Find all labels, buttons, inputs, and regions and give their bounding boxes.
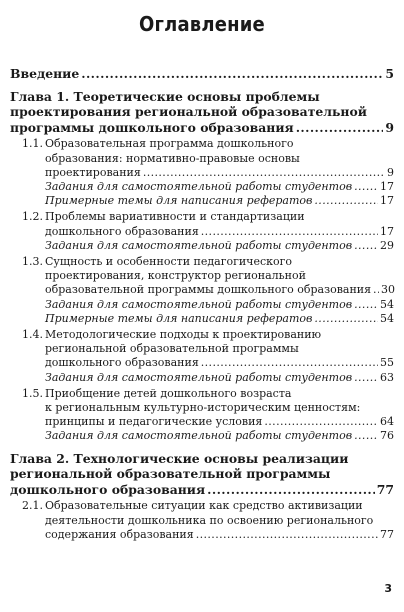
leader-dots — [264, 415, 378, 429]
toc-section-line: проектирования, конструктор региональной — [45, 269, 306, 283]
toc-entry-label: программы дошкольного образования — [10, 119, 294, 135]
toc-entry-label: Введение — [10, 66, 80, 81]
toc-section-line: региональной образовательной программы — [45, 342, 299, 356]
toc-section[interactable] — [10, 499, 394, 542]
toc-section-line: Сущность и особенности педагогического — [45, 255, 293, 268]
toc-entry-label: Примерные темы для написания рефератов — [45, 311, 313, 325]
leader-dots — [354, 371, 378, 385]
toc-chapter-line: проектирования региональной образовательной — [10, 104, 367, 120]
leader-dots — [143, 166, 385, 180]
toc-entry-intro[interactable] — [10, 66, 394, 82]
toc-section[interactable] — [10, 328, 394, 371]
toc-subentry[interactable] — [10, 429, 394, 443]
toc-subentry[interactable] — [10, 298, 394, 312]
toc-entry-label: Задания для самостоятельной работы студентов — [45, 429, 353, 443]
toc-entry-label: принципы и педагогические условия — [45, 415, 263, 429]
toc-section-line: образования: нормативно-правовые основы — [45, 151, 300, 165]
toc-subentry[interactable] — [10, 371, 394, 385]
toc-section-number: 1.3. — [22, 255, 43, 268]
toc-section[interactable] — [10, 255, 394, 298]
toc-entry-label: Задания для самостоятельной работы студентов — [45, 238, 353, 252]
toc-page-number: 54 — [380, 311, 394, 325]
toc-entry-label: Задания для самостоятельной работы студентов — [45, 297, 353, 311]
table-of-contents — [10, 66, 394, 542]
toc-section-line: Образовательная программа дошкольного — [45, 137, 294, 151]
toc-entry-label: дошкольного образования — [45, 224, 199, 238]
toc-chapter-line: Глава 1. Теоретические основы проблемы — [10, 88, 320, 104]
leader-dots — [201, 356, 378, 370]
toc-section-line: Приобщение детей дошкольного возраста — [45, 386, 292, 400]
toc-page-number: 9 — [385, 119, 394, 135]
toc-page-number: 55 — [380, 356, 394, 370]
toc-page-number: 76 — [380, 429, 394, 443]
leader-dots — [81, 66, 383, 82]
toc-section[interactable] — [10, 210, 394, 238]
toc-page-number: 77 — [376, 481, 394, 497]
toc-entry-label: содержания образования — [45, 527, 194, 541]
toc-section-line: Методологические подходы к проектированию — [45, 328, 322, 342]
toc-page-number: 29 — [380, 238, 394, 252]
toc-page-number: 17 — [380, 179, 394, 193]
leader-dots — [196, 528, 378, 542]
toc-page-number: 17 — [380, 194, 394, 208]
toc-section-line: Образовательные ситуации как средство активизации — [45, 499, 363, 513]
toc-section-number: 1.4. — [22, 328, 43, 342]
toc-section-line: к региональным культурно-историческим ценностям: — [45, 401, 361, 415]
toc-section-line: Проблемы вариативности и стандартизации — [45, 210, 305, 224]
toc-page-number: 64 — [380, 415, 394, 429]
leader-dots — [373, 283, 379, 297]
toc-section[interactable] — [10, 137, 394, 180]
leader-dots — [296, 120, 384, 136]
leader-dots — [314, 194, 378, 208]
toc-entry-label: Примерные темы для написания рефератов — [45, 194, 313, 208]
toc-page-number: 17 — [380, 224, 394, 238]
toc-entry-label: Задания для самостоятельной работы студентов — [45, 179, 353, 193]
toc-section-number: 1.2. — [22, 210, 43, 224]
leader-dots — [354, 429, 378, 443]
toc-entry-label: дошкольного образования — [45, 356, 199, 370]
toc-chapter[interactable] — [10, 89, 394, 136]
toc-section-number: 1.5. — [22, 386, 43, 400]
toc-page-number: 63 — [380, 370, 394, 384]
toc-page-number: 5 — [385, 66, 394, 81]
toc-page-number: 9 — [387, 165, 394, 179]
toc-subentry[interactable] — [10, 194, 394, 208]
toc-section[interactable] — [10, 387, 394, 430]
toc-entry-label: дошкольного образования — [10, 481, 206, 497]
toc-page-number: 30 — [381, 283, 396, 297]
toc-chapter-line: региональной образовательной программы — [10, 466, 331, 482]
toc-section-number: 2.1. — [22, 499, 43, 513]
toc-section-line: деятельности дошкольника по освоению регионального — [45, 513, 374, 527]
toc-entry-label: проектирования — [45, 165, 141, 179]
leader-dots — [314, 312, 378, 326]
page-title: Оглавление — [139, 12, 265, 36]
toc-subentry[interactable] — [10, 180, 394, 194]
page-number: 3 — [384, 582, 392, 595]
leader-dots — [201, 225, 378, 239]
toc-page-number: 54 — [380, 297, 394, 311]
chapter-spacer — [10, 444, 394, 451]
leader-dots — [207, 482, 375, 498]
toc-entry-label: образовательной программы дошкольного образования — [45, 283, 372, 297]
toc-chapter-line: Глава 2. Технологические основы реализации — [10, 450, 349, 466]
leader-dots — [354, 239, 378, 253]
leader-dots — [354, 180, 378, 194]
toc-entry-label: Задания для самостоятельной работы студентов — [45, 370, 353, 384]
toc-chapter[interactable] — [10, 451, 394, 498]
chapter-spacer — [10, 82, 394, 89]
toc-subentry[interactable] — [10, 312, 394, 326]
leader-dots — [354, 298, 378, 312]
toc-section-number: 1.1. — [22, 137, 43, 151]
toc-subentry[interactable] — [10, 239, 394, 253]
toc-page-number: 77 — [380, 527, 394, 541]
